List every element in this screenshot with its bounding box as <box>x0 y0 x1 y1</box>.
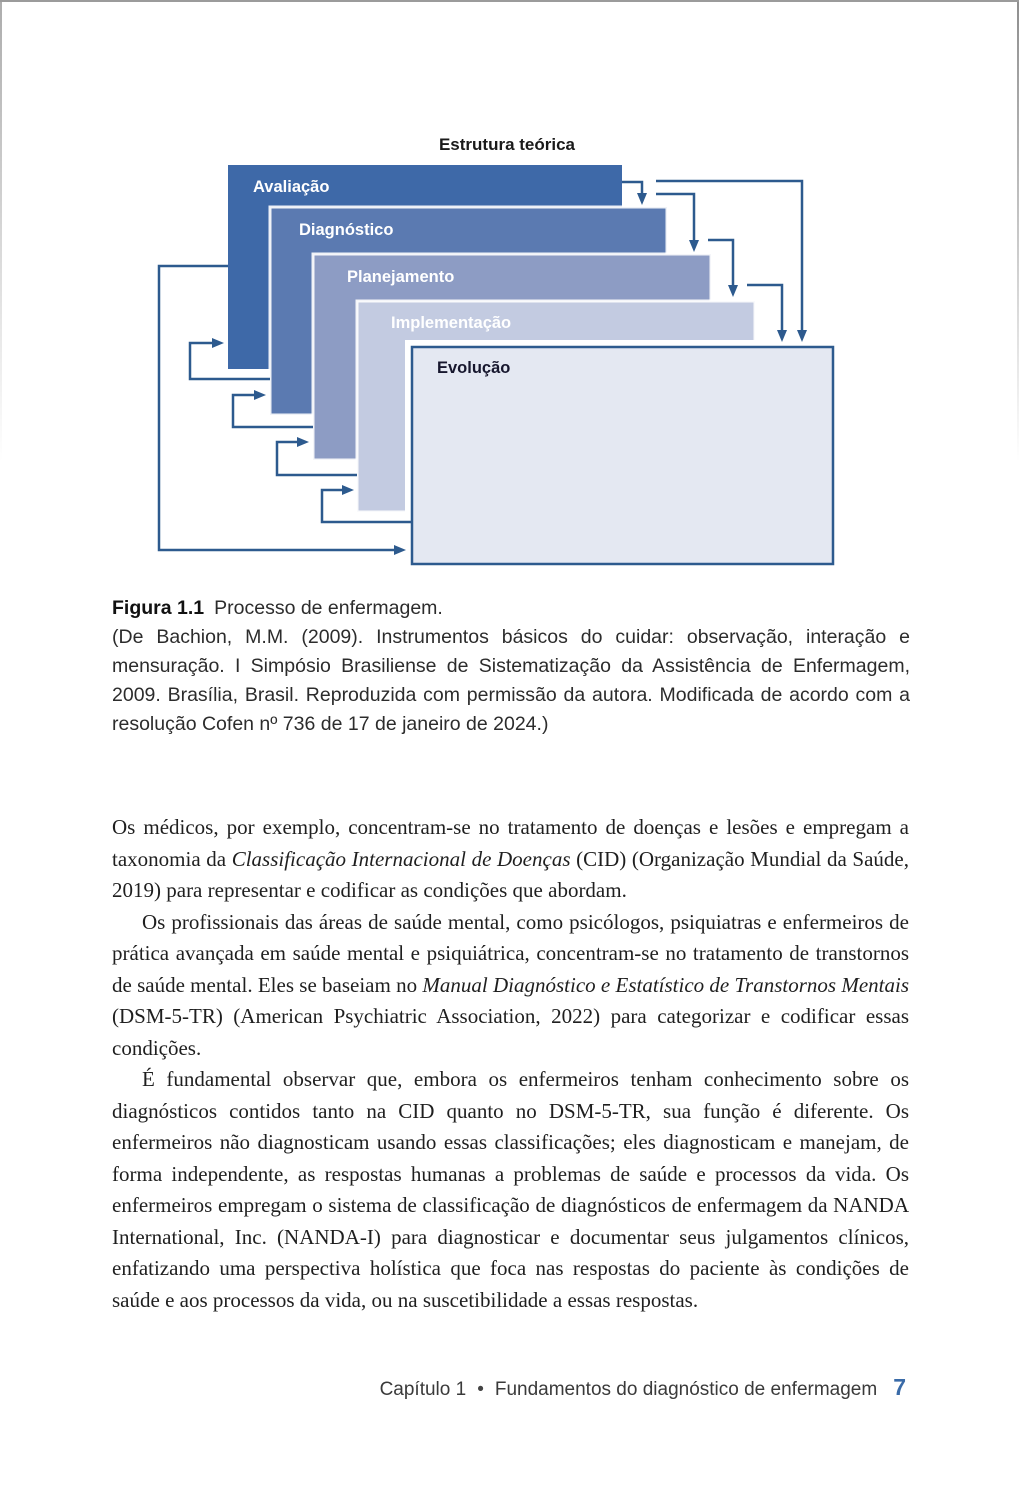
page-footer <box>112 1374 906 1401</box>
footer-section-title: Fundamentos do diagnóstico de enfermagem <box>494 1379 878 1400</box>
process-boxes <box>228 165 833 564</box>
text-segment: Os profissionais das áreas de saúde mental, como psicólogos, psiquiatras e enfermeiros de prática avançada em saúde mental e psiquiátrica, concentram-se no tratamento de transtornos de saúde mental. Eles se baseiam no <box>112 909 909 997</box>
box-label-avaliacao: Avaliação <box>253 178 330 196</box>
box-label-evolucao: Evolução <box>437 359 511 377</box>
italic-text: Manual Diagnóstico e Estatístico de Transtornos Mentais <box>422 972 909 997</box>
caption-source: (De Bachion, M.M. (2009). Instrumentos básicos do cuidar: observação, interação e mensuração. I Simpósio Brasiliense de Sistematização da Assistência de Enfermagem, 2009. Brasília, Brasil. Reproduzida com permissão da autora. Modificada de acordo com a resolução Cofen nº 736 de 17 de janeiro de 2024.) <box>112 626 910 735</box>
text-segment: (CID) (Organização Mundial da Saúde, 2019) para representar e codificar as condições que abordam. <box>112 846 909 902</box>
paragraph <box>112 1064 909 1316</box>
box-evolucao <box>412 347 833 564</box>
diagram-title: Estrutura teórica <box>438 135 576 154</box>
arrow-avaliacao-diagnostico <box>622 182 642 195</box>
box-label-planejamento: Planejamento <box>347 268 455 286</box>
footer-separator: • <box>477 1379 484 1400</box>
text-segment: É fundamental observar que, embora os enfermeiros tenham conhecimento sobre os diagnósticos contidos tanto na CID quanto no DSM-5-TR, sua função é diferente. Os enfermeiros não diagnosticam usando essas classificações; eles diagnosticam e manejam, de forma independente, as respostas humanas a problemas de saúde e processos da vida. Os enfermeiros empregam o sistema de classificação de diagnósticos de enfermagem da NANDA International, Inc. (NANDA-I) para diagnosticar e documentar seus julgamentos clínicos, enfatizando uma perspectiva holística que foca nas respostas do paciente às condições de saúde e aos processos da vida, ou na suscetibilidade a essas respostas. <box>112 1067 909 1312</box>
paragraph <box>112 907 909 1065</box>
paragraph <box>112 812 909 907</box>
text-segment: (DSM-5-TR) (American Psychiatric Association, 2022) para categorizar e codificar essas condições. <box>112 1004 909 1060</box>
text-segment: Os médicos, por exemplo, concentram-se no tratamento de doenças e lesões e empregam a taxonomia da <box>112 815 909 871</box>
body-text <box>112 812 909 1316</box>
box-label-diagnostico: Diagnóstico <box>299 221 394 239</box>
caption-heading <box>112 594 910 623</box>
footer-chapter: Capítulo 1 <box>379 1379 467 1400</box>
page-number: 7 <box>893 1374 906 1400</box>
figure-caption <box>112 594 910 739</box>
nursing-process-diagram <box>0 2 1019 582</box>
italic-text: Classificação Internacional de Doenças <box>231 846 571 871</box>
caption-title: Processo de enfermagem. <box>214 597 443 619</box>
box-label-implementacao: Implementação <box>391 314 512 332</box>
caption-label: Figura 1.1 <box>112 597 205 619</box>
